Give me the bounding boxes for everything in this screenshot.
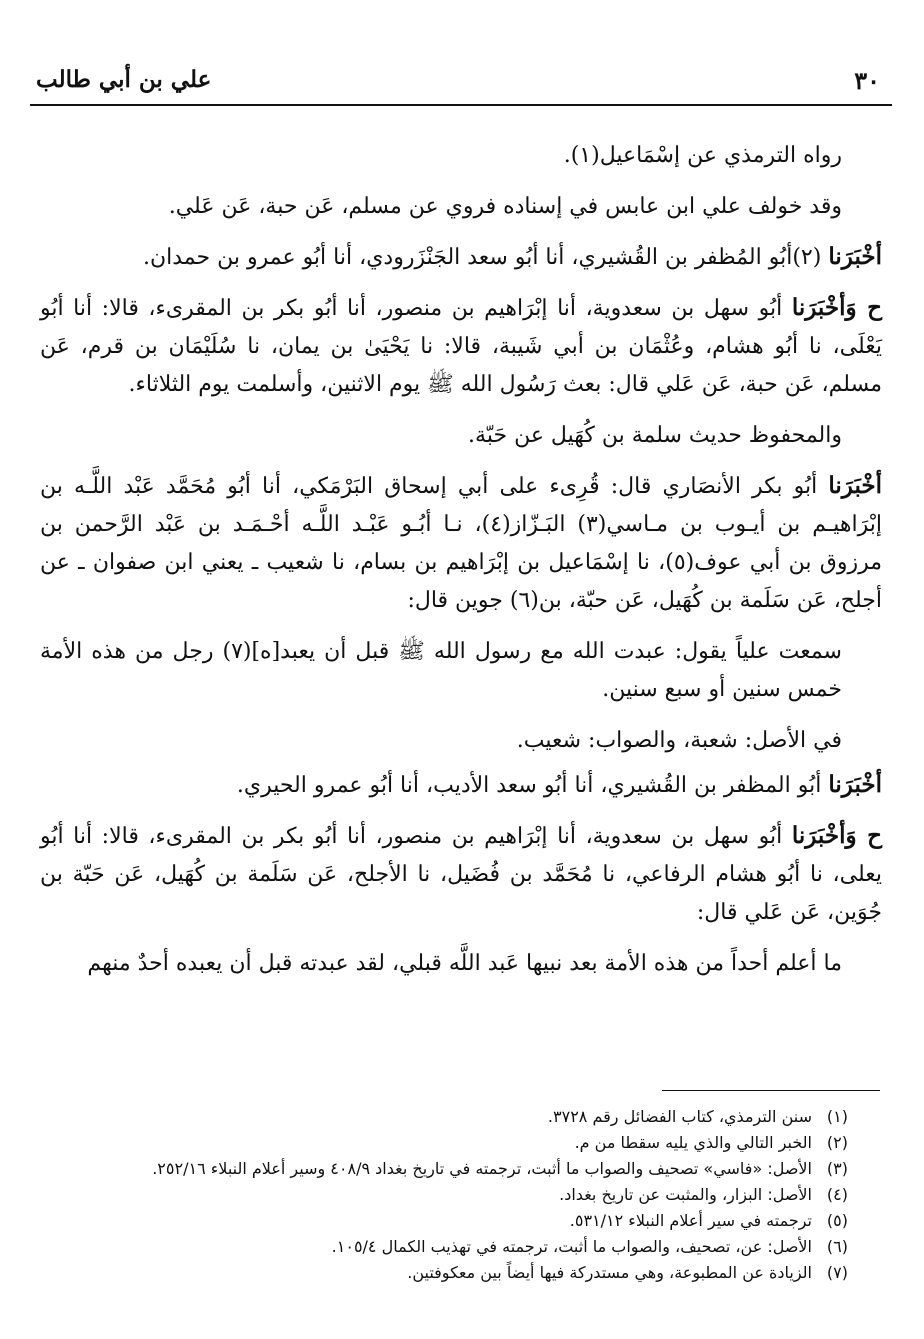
header-rule — [30, 104, 892, 106]
paragraph-text: وقد خولف علي ابن عابس في إسناده فروي عن مسلم، عَن حبة، عَن عَلي. — [168, 194, 842, 219]
paragraph-text: أبُو سهل بن سعدوية، أنا إبْرَاهيم بن منصور، أنا أبُو بكر بن المقرىء، قالا: أنا أبُو يعلى، نا أبُو هشام الرفاعي، نا مُحَمَّد بن فُضَيل، نا الأجلح، عَن سَلَمة بن كُهَيل، عَن حَبّة بن جُوَين، عَن عَلي قال: — [40, 824, 882, 925]
footnote-text: الأصل: البزار، والمثبت عن تاريخ بغداد. — [559, 1185, 812, 1204]
paragraph — [40, 416, 882, 455]
paragraph — [40, 817, 882, 932]
paragraph-lead: أخْبَرَنا — [828, 243, 882, 270]
paragraph — [40, 187, 882, 226]
page-header — [30, 40, 892, 102]
footnote-number: (٧) — [826, 1263, 848, 1282]
paragraph-text: (٢)أبُو المُظفر بن القُشيري، أنا أبُو سعد الجَنْزَرودي، أنا أبُو عمرو بن حمدان. — [142, 245, 822, 270]
paragraph-text: ما أعلم أحداً من هذه الأمة بعد نبيها عَبد اللَّه قبلي، لقد عبدته قبل أن يعبده أحدٌ منهم — [87, 951, 842, 976]
footnote — [60, 1182, 848, 1208]
main-text — [40, 136, 882, 995]
running-title: علي بن أبي طالب — [36, 66, 212, 93]
footnote-number: (٦) — [826, 1237, 848, 1256]
footnote-text: الزيادة عن المطبوعة، وهي مستدركة فيها أيضاً بين معكوفتين. — [407, 1263, 812, 1282]
paragraph-text: والمحفوظ حديث سلمة بن كُهَيل عن حَبّة. — [468, 423, 842, 448]
footnote-number: (٥) — [826, 1211, 848, 1230]
paragraph — [40, 766, 882, 805]
paragraph — [40, 136, 882, 175]
footnote — [60, 1130, 848, 1156]
footnote-text: الخبر التالي والذي يليه سقطا من م. — [574, 1133, 812, 1152]
footnote — [60, 1260, 848, 1286]
paragraph-text: أبُو بكر الأنصَاري قال: قُرِىء على أبي إسحاق البَرْمَكي، أنا أبُو مُحَمَّد عَبْد اللَّـه بن إبْرَاهيـم بن أيـوب بن مـاسي(٣) البَـزّاز(٤)، نـا أبُـو عَبْـد اللَّـه أحْـمَـد بن عَبْد الرَّحمن بن مرزوق بن أبي عوف(٥)، نا إسْمَاعيل بن إبْرَاهيم بن بسام، نا شعيب ـ يعني ابن صفوان ـ عن أجلح، عَن سَلَمة بن كُهَيل، عَن حبّة، بن(٦) جوين قال: — [40, 474, 883, 613]
paragraph-lead: ح وَأخْبَرَنا — [791, 822, 882, 849]
paragraph — [40, 467, 882, 620]
footnote-text: سنن الترمذي، كتاب الفضائل رقم ٣٧٢٨. — [547, 1107, 812, 1126]
footnote-text: الأصل: عن، تصحيف، والصواب ما أثبت، ترجمته في تهذيب الكمال ١٠٥/٤. — [331, 1237, 812, 1256]
footnote — [60, 1104, 848, 1130]
paragraph — [40, 721, 882, 760]
book-page — [30, 40, 892, 1282]
paragraph-lead: أخْبَرَنا — [828, 771, 882, 798]
footnote-rule — [662, 1090, 880, 1091]
footnote-text: الأصل: «فاسي» تصحيف والصواب ما أثبت، ترجمته في تاريخ بغداد ٤٠٨/٩ وسير أعلام النبلاء ٢٥٢/١٦. — [152, 1159, 812, 1178]
paragraph-text: رواه الترمذي عن إسْمَاعيل(١). — [563, 143, 842, 168]
footnote-number: (١) — [826, 1107, 848, 1126]
paragraph-text: سمعت علياً يقول: عبدت الله مع رسول الله ﷺ قبل أن يعبد[ه](٧) رجل من هذه الأمة خمس سنين أو سبع سنين. — [40, 639, 842, 702]
paragraph-lead: أخْبَرَنا — [828, 472, 882, 499]
paragraph-lead: ح وَأخْبَرَنا — [791, 294, 882, 321]
footnote — [60, 1156, 848, 1182]
footnote-number: (٣) — [826, 1159, 848, 1178]
footnote — [60, 1234, 848, 1260]
footnote-number: (٤) — [826, 1185, 848, 1204]
footnote-text: ترجمته في سير أعلام النبلاء ٥٣١/١٢. — [569, 1211, 812, 1230]
paragraph — [40, 289, 882, 404]
paragraph-text: أبُو المظفر بن القُشيري، أنا أبُو سعد الأديب، أنا أبُو عمرو الحيري. — [236, 773, 822, 798]
footnote-number: (٢) — [826, 1133, 848, 1152]
paragraph-text: في الأصل: شعبة، والصواب: شعيب. — [516, 728, 842, 753]
paragraph — [40, 238, 882, 277]
page-number: ٣٠ — [854, 66, 880, 95]
paragraph — [40, 944, 882, 983]
paragraph-text: أبُو سهل بن سعدوية، أنا إبْرَاهيم بن منصور، أنا أبُو بكر بن المقرىء، قالا: أنا أبُو يَعْلَى، نا أبُو هشام، وعُثْمَان بن أبي شَيبة، قالا: نا يَحْيَىٰ بن يمان، نا سُلَيْمَان بن قرم، عَن مسلم، عَن حبة، عَن عَلي قال: بعث رَسُول الله ﷺ يوم الاثنين، وأسلمت يوم الثلاثاء. — [40, 296, 882, 397]
footnote — [60, 1208, 848, 1234]
paragraph — [40, 632, 882, 709]
footnotes — [60, 1104, 848, 1286]
